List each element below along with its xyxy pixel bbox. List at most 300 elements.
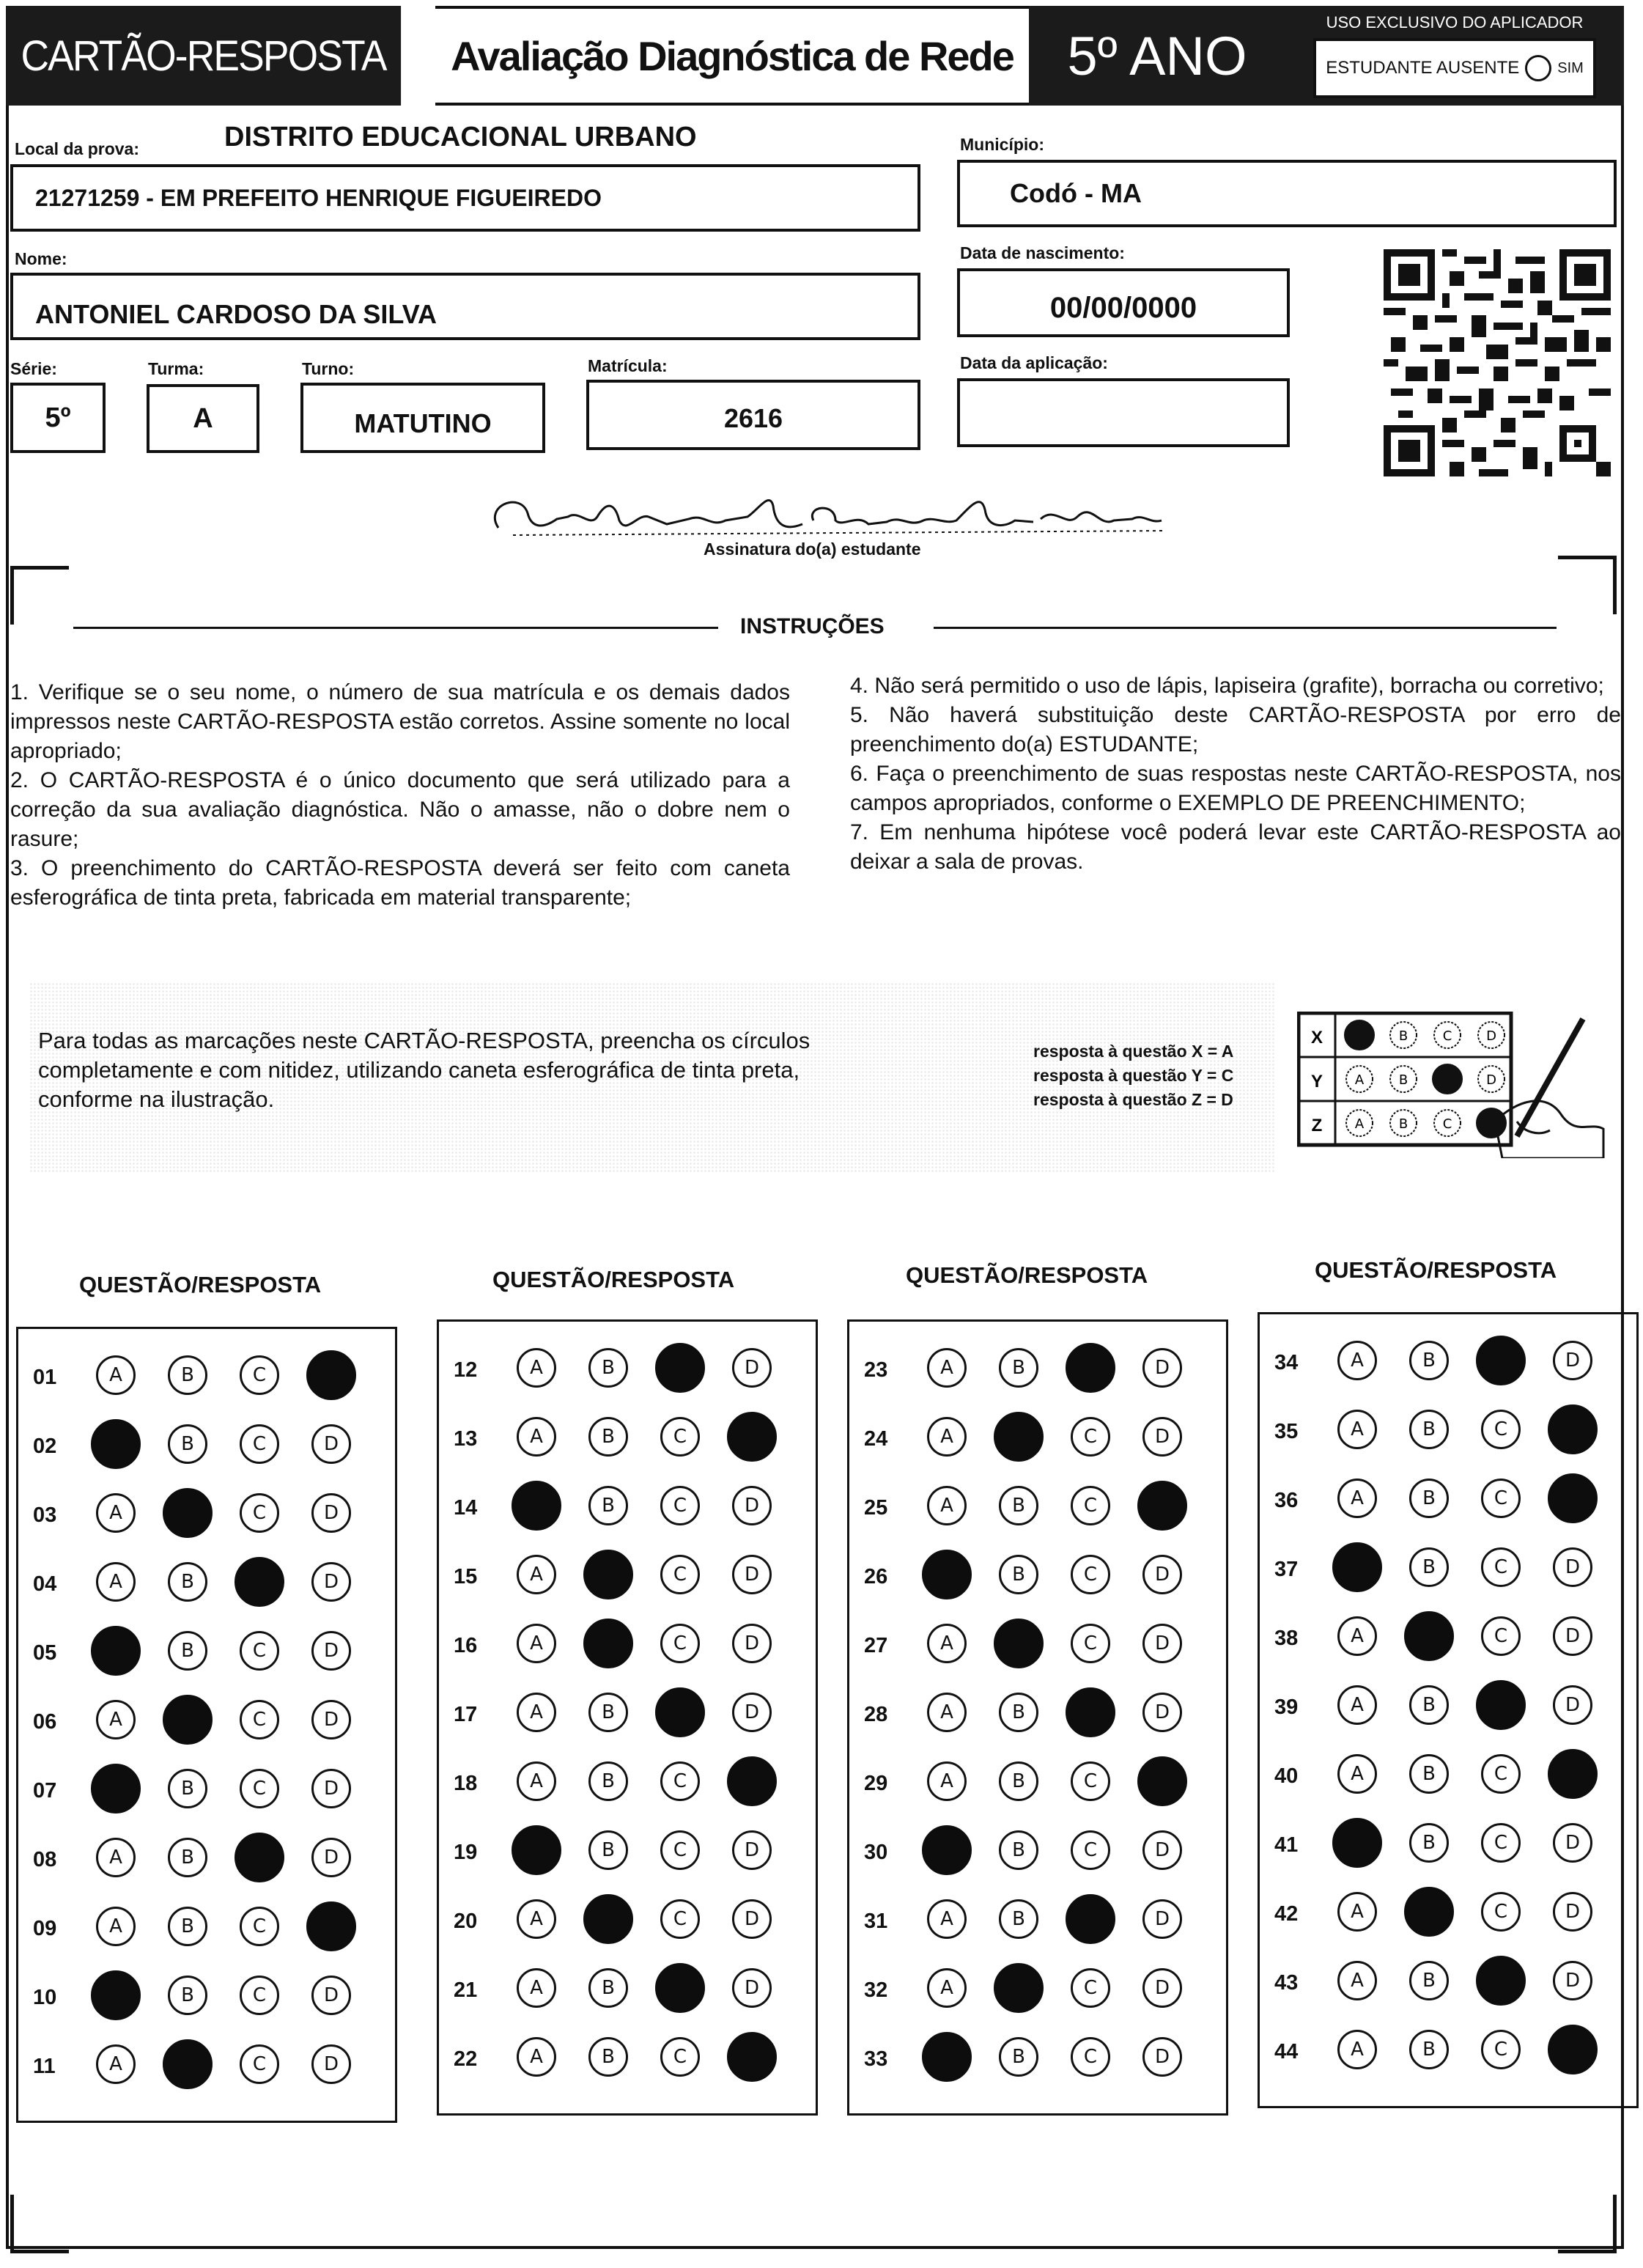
- answer-bubble-37-b[interactable]: B: [1409, 1547, 1449, 1587]
- answer-bubble-15-b[interactable]: [583, 1550, 633, 1599]
- exam-title: Avaliação Diagnóstica de Rede: [435, 6, 1029, 106]
- answer-bubble-15-a[interactable]: A: [517, 1555, 556, 1594]
- answer-bubble-18-b[interactable]: B: [588, 1761, 628, 1801]
- answer-bubble-06-d[interactable]: D: [311, 1700, 351, 1739]
- instruction-6: 6. Faça o preenchimento de suas respostas neste CARTÃO-RESPOSTA, nos campos apropriados, conforme o EXEMPLO DE PREENCHIMENTO;: [850, 762, 1621, 815]
- answer-bubble-36-d[interactable]: [1548, 1473, 1598, 1523]
- answer-bubble-09-b[interactable]: B: [168, 1907, 207, 1946]
- answer-bubble-29-d[interactable]: [1137, 1756, 1187, 1806]
- answer-bubble-31-b[interactable]: B: [999, 1899, 1038, 1939]
- question-row-16: [439, 1624, 816, 1668]
- example-line-x: resposta à questão X = A: [1033, 1042, 1234, 1061]
- question-row-20: [439, 1899, 816, 1943]
- question-number: 15: [454, 1565, 478, 1588]
- answer-bubble-01-c[interactable]: C: [240, 1355, 279, 1395]
- corner-mark-top-left: [10, 566, 69, 625]
- turno-label: Turno:: [302, 359, 355, 378]
- answer-bubble-11-a[interactable]: A: [96, 2044, 136, 2084]
- question-number: 18: [454, 1772, 478, 1795]
- answer-bubble-04-a[interactable]: A: [96, 1562, 136, 1602]
- question-row-23: [849, 1348, 1226, 1392]
- question-number: 14: [454, 1496, 478, 1520]
- answer-bubble-38-d[interactable]: D: [1553, 1616, 1592, 1656]
- answer-bubble-12-b[interactable]: B: [588, 1348, 628, 1388]
- example-bubble-z-d: [1477, 1108, 1506, 1138]
- answer-column-heading: QUESTÃO/RESPOSTA: [79, 1272, 322, 1297]
- answer-column-heading: QUESTÃO/RESPOSTA: [906, 1262, 1148, 1288]
- answer-bubble-33-d[interactable]: D: [1142, 2037, 1182, 2077]
- answer-bubble-25-a[interactable]: A: [927, 1486, 967, 1525]
- answer-bubble-32-d[interactable]: D: [1142, 1968, 1182, 2008]
- answer-bubble-23-d[interactable]: D: [1142, 1348, 1182, 1388]
- answer-bubble-41-a[interactable]: [1332, 1818, 1382, 1868]
- answer-bubble-20-b[interactable]: [583, 1894, 633, 1944]
- answer-bubble-42-a[interactable]: A: [1337, 1892, 1377, 1932]
- answer-bubble-44-b[interactable]: B: [1409, 2030, 1449, 2069]
- turno-field: MATUTINO: [300, 383, 545, 453]
- answer-bubble-38-b[interactable]: [1404, 1611, 1454, 1661]
- answer-bubble-37-a[interactable]: [1332, 1542, 1382, 1592]
- card-title: CARTÃO-RESPOSTA: [21, 32, 386, 80]
- answer-bubble-43-a[interactable]: A: [1337, 1961, 1377, 2000]
- answer-bubble-27-d[interactable]: D: [1142, 1624, 1182, 1663]
- answer-bubble-02-b[interactable]: B: [168, 1424, 207, 1464]
- instructions-rule-left: [73, 627, 718, 629]
- answer-bubble-20-d[interactable]: D: [732, 1899, 772, 1939]
- question-row-32: [849, 1968, 1226, 2012]
- answer-bubble-42-c[interactable]: C: [1481, 1892, 1521, 1932]
- example-bubble-y-c: [1433, 1064, 1462, 1094]
- question-number: 36: [1274, 1489, 1299, 1512]
- answer-bubble-03-b[interactable]: [163, 1488, 213, 1538]
- answer-bubble-38-c[interactable]: C: [1481, 1616, 1521, 1656]
- answer-bubble-36-c[interactable]: C: [1481, 1479, 1521, 1518]
- answer-bubble-27-b[interactable]: [994, 1619, 1044, 1668]
- answer-bubble-42-d[interactable]: D: [1553, 1892, 1592, 1932]
- answer-bubble-17-d[interactable]: D: [732, 1693, 772, 1732]
- answer-bubble-24-c[interactable]: C: [1071, 1417, 1110, 1457]
- answer-bubble-17-a[interactable]: A: [517, 1693, 556, 1732]
- answer-bubble-10-d[interactable]: D: [311, 1976, 351, 2015]
- answer-bubble-08-d[interactable]: D: [311, 1838, 351, 1877]
- answer-bubble-08-b[interactable]: B: [168, 1838, 207, 1877]
- answer-bubble-13-c[interactable]: C: [660, 1417, 700, 1457]
- answer-bubble-16-a[interactable]: A: [517, 1624, 556, 1663]
- answer-bubble-44-a[interactable]: A: [1337, 2030, 1377, 2069]
- question-row-37: [1260, 1547, 1636, 1591]
- answer-bubble-21-d[interactable]: D: [732, 1968, 772, 2008]
- question-row-39: [1260, 1685, 1636, 1729]
- answer-bubble-25-c[interactable]: C: [1071, 1486, 1110, 1525]
- answer-bubble-29-b[interactable]: B: [999, 1761, 1038, 1801]
- answer-bubble-10-b[interactable]: B: [168, 1976, 207, 2015]
- question-number: 38: [1274, 1627, 1299, 1650]
- question-number: 04: [33, 1572, 57, 1596]
- answer-bubble-14-a[interactable]: [512, 1481, 561, 1531]
- question-row-33: [849, 2037, 1226, 2081]
- signature-label: Assinatura do(a) estudante: [704, 540, 921, 559]
- answer-bubble-29-a[interactable]: A: [927, 1761, 967, 1801]
- answer-bubble-28-d[interactable]: D: [1142, 1693, 1182, 1732]
- answer-bubble-35-a[interactable]: A: [1337, 1410, 1377, 1449]
- answer-bubble-12-a[interactable]: A: [517, 1348, 556, 1388]
- grade-badge: 5º ANO: [1029, 6, 1285, 106]
- answer-bubble-04-c[interactable]: [235, 1557, 284, 1607]
- example-bubble-letter: A: [1354, 1072, 1365, 1088]
- answer-bubble-44-d[interactable]: [1548, 2025, 1598, 2074]
- answer-bubble-01-a[interactable]: A: [96, 1355, 136, 1395]
- answer-bubble-01-d[interactable]: [306, 1350, 356, 1400]
- absent-bubble[interactable]: [1525, 55, 1551, 81]
- local-label: Local da prova:: [15, 139, 139, 158]
- example-row-label-x: X: [1310, 1028, 1323, 1048]
- question-number: 10: [33, 1986, 57, 2009]
- answer-bubble-27-c[interactable]: C: [1071, 1624, 1110, 1663]
- turma-field: A: [147, 384, 259, 453]
- question-row-17: [439, 1693, 816, 1737]
- answer-bubble-24-a[interactable]: A: [927, 1417, 967, 1457]
- answer-bubble-10-a[interactable]: [91, 1970, 141, 2020]
- answer-bubble-06-a[interactable]: A: [96, 1700, 136, 1739]
- answer-bubble-21-a[interactable]: A: [517, 1968, 556, 2008]
- answer-bubble-26-a[interactable]: [922, 1550, 972, 1599]
- answer-bubble-19-a[interactable]: [512, 1825, 561, 1875]
- answer-bubble-22-a[interactable]: A: [517, 2037, 556, 2077]
- answer-bubble-31-d[interactable]: D: [1142, 1899, 1182, 1939]
- answer-bubble-04-b[interactable]: B: [168, 1562, 207, 1602]
- question-number: 07: [33, 1779, 57, 1803]
- question-row-21: [439, 1968, 816, 2012]
- question-number: 29: [864, 1772, 888, 1795]
- answer-bubble-12-c[interactable]: [655, 1343, 705, 1393]
- answer-bubble-01-b[interactable]: B: [168, 1355, 207, 1395]
- question-number: 44: [1274, 2040, 1299, 2063]
- answer-bubble-18-a[interactable]: A: [517, 1761, 556, 1801]
- question-row-09: [18, 1907, 395, 1951]
- answer-bubble-31-c[interactable]: [1066, 1894, 1115, 1944]
- answer-bubble-14-c[interactable]: C: [660, 1486, 700, 1525]
- answer-bubble-14-d[interactable]: D: [732, 1486, 772, 1525]
- answer-bubble-26-b[interactable]: B: [999, 1555, 1038, 1594]
- answer-bubble-11-b[interactable]: [163, 2039, 213, 2089]
- example-bubble-letter: A: [1354, 1116, 1365, 1132]
- answer-bubble-42-b[interactable]: [1404, 1887, 1454, 1937]
- answer-bubble-06-c[interactable]: C: [240, 1700, 279, 1739]
- answer-bubble-17-c[interactable]: [655, 1687, 705, 1737]
- answer-bubble-39-a[interactable]: A: [1337, 1685, 1377, 1725]
- question-row-25: [849, 1486, 1226, 1530]
- example-bubble-letter: B: [1398, 1116, 1408, 1132]
- school-field: 21271259 - EM PREFEITO HENRIQUE FIGUEIREDO: [10, 164, 920, 232]
- question-row-18: [439, 1761, 816, 1805]
- answer-bubble-19-c[interactable]: C: [660, 1830, 700, 1870]
- answer-bubble-34-b[interactable]: B: [1409, 1341, 1449, 1380]
- answer-bubble-41-d[interactable]: D: [1553, 1823, 1592, 1863]
- absent-option: SIM: [1557, 59, 1584, 76]
- answer-bubble-08-a[interactable]: A: [96, 1838, 136, 1877]
- answer-bubble-30-a[interactable]: [922, 1825, 972, 1875]
- card-title-banner: [6, 6, 401, 106]
- question-row-14: [439, 1486, 816, 1530]
- example-line-z: resposta à questão Z = D: [1033, 1090, 1233, 1109]
- question-row-10: [18, 1976, 395, 2020]
- answer-bubble-11-c[interactable]: C: [240, 2044, 279, 2084]
- answer-bubble-02-c[interactable]: C: [240, 1424, 279, 1464]
- answer-bubble-15-c[interactable]: C: [660, 1555, 700, 1594]
- instruction-3: 3. O preenchimento do CARTÃO-RESPOSTA deverá ser feito com caneta esferográfica de tinta preta, fabricada em material transparente;: [10, 856, 790, 910]
- answer-bubble-32-a[interactable]: A: [927, 1968, 967, 2008]
- example-bubble-letter: D: [1486, 1072, 1496, 1088]
- question-number: 22: [454, 2047, 478, 2071]
- question-row-27: [849, 1624, 1226, 1668]
- answer-bubble-39-c[interactable]: [1476, 1680, 1526, 1730]
- answer-bubble-22-c[interactable]: C: [660, 2037, 700, 2077]
- question-number: 41: [1274, 1833, 1299, 1857]
- answer-bubble-35-b[interactable]: B: [1409, 1410, 1449, 1449]
- answer-bubble-19-b[interactable]: B: [588, 1830, 628, 1870]
- answer-bubble-05-c[interactable]: C: [240, 1631, 279, 1671]
- answer-bubble-18-d[interactable]: [727, 1756, 777, 1806]
- answer-bubble-41-c[interactable]: C: [1481, 1823, 1521, 1863]
- question-number: 25: [864, 1496, 888, 1520]
- answer-bubble-36-b[interactable]: B: [1409, 1479, 1449, 1518]
- answer-bubble-23-a[interactable]: A: [927, 1348, 967, 1388]
- answer-bubble-07-a[interactable]: [91, 1764, 141, 1814]
- answer-bubble-25-b[interactable]: B: [999, 1486, 1038, 1525]
- answer-bubble-37-d[interactable]: D: [1553, 1547, 1592, 1587]
- answer-bubble-32-c[interactable]: C: [1071, 1968, 1110, 2008]
- answer-bubble-27-a[interactable]: A: [927, 1624, 967, 1663]
- answer-bubble-16-c[interactable]: C: [660, 1624, 700, 1663]
- question-number: 09: [33, 1917, 57, 1940]
- answer-bubble-13-a[interactable]: A: [517, 1417, 556, 1457]
- example-bubble-letter: C: [1442, 1116, 1452, 1132]
- answer-bubble-28-a[interactable]: A: [927, 1693, 967, 1732]
- answer-bubble-02-a[interactable]: [91, 1419, 141, 1469]
- question-number: 23: [864, 1358, 888, 1382]
- question-number: 21: [454, 1978, 478, 2002]
- answer-bubble-05-d[interactable]: D: [311, 1631, 351, 1671]
- applicator-title: USO EXCLUSIVO DO APLICADOR: [1326, 13, 1584, 32]
- answer-bubble-28-b[interactable]: B: [999, 1693, 1038, 1732]
- question-number: 40: [1274, 1764, 1299, 1788]
- answer-column-heading: QUESTÃO/RESPOSTA: [492, 1267, 735, 1292]
- answer-bubble-28-c[interactable]: [1066, 1687, 1115, 1737]
- answer-bubble-30-d[interactable]: D: [1142, 1830, 1182, 1870]
- question-number: 03: [33, 1503, 57, 1527]
- answer-bubble-34-c[interactable]: [1476, 1336, 1526, 1385]
- municipio-field: Codó - MA: [957, 160, 1617, 227]
- answer-bubble-04-d[interactable]: D: [311, 1562, 351, 1602]
- answer-bubble-11-d[interactable]: D: [311, 2044, 351, 2084]
- question-number: 39: [1274, 1696, 1299, 1719]
- absent-field: [1313, 38, 1596, 98]
- answer-bubble-21-c[interactable]: [655, 1963, 705, 2013]
- answer-bubble-09-c[interactable]: C: [240, 1907, 279, 1946]
- answer-bubble-26-d[interactable]: D: [1142, 1555, 1182, 1594]
- aplicacao-field: [957, 378, 1290, 447]
- answer-bubble-30-b[interactable]: B: [999, 1830, 1038, 1870]
- answer-bubble-17-b[interactable]: B: [588, 1693, 628, 1732]
- answer-bubble-24-b[interactable]: [994, 1412, 1044, 1462]
- answer-bubble-25-d[interactable]: [1137, 1481, 1187, 1531]
- answer-panel: [16, 1327, 397, 2123]
- instructions-title: INSTRUÇÕES: [740, 614, 885, 638]
- answer-bubble-24-d[interactable]: D: [1142, 1417, 1182, 1457]
- serie-label: Série:: [10, 359, 57, 378]
- answer-bubble-43-c[interactable]: [1476, 1956, 1526, 2006]
- answer-bubble-23-c[interactable]: [1066, 1343, 1115, 1393]
- answer-bubble-12-d[interactable]: D: [732, 1348, 772, 1388]
- instruction-1: 1. Verifique se o seu nome, o número de sua matrícula e os demais dados impressos neste CARTÃO-RESPOSTA estão corretos. Assine somente no local apropriado;: [10, 680, 790, 763]
- corner-mark-bottom-left: [10, 2195, 69, 2253]
- answer-bubble-21-b[interactable]: B: [588, 1968, 628, 2008]
- example-line-y: resposta à questão Y = C: [1033, 1066, 1234, 1085]
- municipio-label: Município:: [960, 135, 1044, 154]
- question-number: 42: [1274, 1902, 1299, 1926]
- answer-bubble-07-b[interactable]: B: [168, 1769, 207, 1808]
- answer-bubble-03-a[interactable]: A: [96, 1493, 136, 1533]
- answer-bubble-03-d[interactable]: D: [311, 1493, 351, 1533]
- answer-bubble-33-b[interactable]: B: [999, 2037, 1038, 2077]
- fill-example-illustration: [1297, 1012, 1605, 1158]
- answer-bubble-31-a[interactable]: A: [927, 1899, 967, 1939]
- turma-label: Turma:: [148, 359, 204, 378]
- matricula-label: Matrícula:: [588, 356, 668, 375]
- answer-panel: [847, 1319, 1228, 2116]
- instruction-4: 4. Não será permitido o uso de lápis, lapiseira (grafite), borracha ou corretivo;: [850, 674, 1604, 698]
- question-row-02: [18, 1424, 395, 1468]
- question-number: 16: [454, 1634, 478, 1657]
- question-row-29: [849, 1761, 1226, 1805]
- answer-bubble-30-c[interactable]: C: [1071, 1830, 1110, 1870]
- question-row-19: [439, 1830, 816, 1874]
- answer-bubble-29-c[interactable]: C: [1071, 1761, 1110, 1801]
- matricula-field: 2616: [586, 380, 920, 450]
- answer-bubble-15-d[interactable]: D: [732, 1555, 772, 1594]
- answer-bubble-09-d[interactable]: [306, 1901, 356, 1951]
- question-row-08: [18, 1838, 395, 1882]
- answer-bubble-13-d[interactable]: [727, 1412, 777, 1462]
- question-number: 19: [454, 1841, 478, 1864]
- answer-bubble-38-a[interactable]: A: [1337, 1616, 1377, 1656]
- answer-bubble-02-d[interactable]: D: [311, 1424, 351, 1464]
- answer-bubble-10-c[interactable]: C: [240, 1976, 279, 2015]
- answer-bubble-05-b[interactable]: B: [168, 1631, 207, 1671]
- example-legend: [1033, 1039, 1233, 1112]
- question-number: 11: [33, 2055, 56, 2078]
- absent-label: ESTUDANTE AUSENTE: [1326, 58, 1520, 78]
- answer-bubble-20-a[interactable]: A: [517, 1899, 556, 1939]
- answer-bubble-35-d[interactable]: [1548, 1404, 1598, 1454]
- answer-bubble-08-c[interactable]: [235, 1833, 284, 1882]
- answer-bubble-43-b[interactable]: B: [1409, 1961, 1449, 2000]
- corner-mark-bottom-right: [1558, 2195, 1617, 2253]
- instruction-2: 2. O CARTÃO-RESPOSTA é o único documento que será utilizado para a correção da sua avaliação diagnóstica. Não o amasse, não o dobre nem o rasure;: [10, 768, 790, 851]
- answer-bubble-03-c[interactable]: C: [240, 1493, 279, 1533]
- question-row-26: [849, 1555, 1226, 1599]
- answer-bubble-40-d[interactable]: [1548, 1749, 1598, 1799]
- fill-instruction: Para todas as marcações neste CARTÃO-RESPOSTA, preencha os círculos completamente e com nitidez, utilizando caneta esferográfica de tinta preta, conforme na ilustração.: [38, 1028, 811, 1112]
- instructions-right: [850, 671, 1621, 877]
- answer-bubble-36-a[interactable]: A: [1337, 1479, 1377, 1518]
- answer-bubble-06-b[interactable]: [163, 1695, 213, 1745]
- instructions-left: [10, 678, 790, 913]
- question-number: 06: [33, 1710, 57, 1734]
- question-number: 08: [33, 1848, 57, 1871]
- answer-bubble-22-d[interactable]: [727, 2032, 777, 2082]
- question-number: 28: [864, 1703, 888, 1726]
- answer-bubble-26-c[interactable]: C: [1071, 1555, 1110, 1594]
- question-number: 30: [864, 1841, 888, 1864]
- example-bubble-letter: D: [1486, 1028, 1496, 1044]
- qr-code: [1384, 246, 1611, 479]
- nascimento-label: Data de nascimento:: [960, 243, 1125, 262]
- answer-bubble-44-c[interactable]: C: [1481, 2030, 1521, 2069]
- answer-bubble-23-b[interactable]: B: [999, 1348, 1038, 1388]
- answer-bubble-39-b[interactable]: B: [1409, 1685, 1449, 1725]
- question-row-38: [1260, 1616, 1636, 1660]
- aplicacao-label: Data da aplicação:: [960, 353, 1108, 372]
- answer-bubble-07-c[interactable]: C: [240, 1769, 279, 1808]
- question-number: 31: [864, 1910, 888, 1933]
- answer-bubble-35-c[interactable]: C: [1481, 1410, 1521, 1449]
- answer-bubble-20-c[interactable]: C: [660, 1899, 700, 1939]
- nome-field: ANTONIEL CARDOSO DA SILVA: [10, 273, 920, 340]
- answer-bubble-40-b[interactable]: B: [1409, 1754, 1449, 1794]
- answer-bubble-40-c[interactable]: C: [1481, 1754, 1521, 1794]
- answer-bubble-18-c[interactable]: C: [660, 1761, 700, 1801]
- question-row-05: [18, 1631, 395, 1675]
- answer-bubble-33-c[interactable]: C: [1071, 2037, 1110, 2077]
- answer-bubble-07-d[interactable]: D: [311, 1769, 351, 1808]
- answer-bubble-34-a[interactable]: A: [1337, 1341, 1377, 1380]
- answer-bubble-13-b[interactable]: B: [588, 1417, 628, 1457]
- question-number: 12: [454, 1358, 478, 1382]
- corner-mark-top-right: [1558, 556, 1617, 614]
- answer-bubble-41-b[interactable]: B: [1409, 1823, 1449, 1863]
- answer-bubble-19-d[interactable]: D: [732, 1830, 772, 1870]
- question-number: 35: [1274, 1420, 1299, 1443]
- answer-bubble-43-d[interactable]: D: [1553, 1961, 1592, 2000]
- answer-bubble-16-d[interactable]: D: [732, 1624, 772, 1663]
- example-row-label-z: Z: [1311, 1116, 1323, 1135]
- answer-bubble-34-d[interactable]: D: [1553, 1341, 1592, 1380]
- answer-bubble-39-d[interactable]: D: [1553, 1685, 1592, 1725]
- question-number: 43: [1274, 1971, 1299, 1995]
- question-number: 27: [864, 1634, 888, 1657]
- answer-bubble-16-b[interactable]: [583, 1619, 633, 1668]
- question-number: 01: [33, 1366, 57, 1389]
- question-row-43: [1260, 1961, 1636, 2005]
- answer-bubble-09-a[interactable]: A: [96, 1907, 136, 1946]
- answer-bubble-05-a[interactable]: [91, 1626, 141, 1676]
- question-number: 26: [864, 1565, 888, 1588]
- answer-bubble-40-a[interactable]: A: [1337, 1754, 1377, 1794]
- question-row-04: [18, 1562, 395, 1606]
- answer-bubble-14-b[interactable]: B: [588, 1486, 628, 1525]
- question-row-12: [439, 1348, 816, 1392]
- example-bubble-x-a: [1345, 1020, 1374, 1050]
- example-bubble-letter: C: [1442, 1028, 1452, 1044]
- answer-bubble-32-b[interactable]: [994, 1963, 1044, 2013]
- answer-bubble-22-b[interactable]: B: [588, 2037, 628, 2077]
- example-bubble-letter: B: [1398, 1072, 1408, 1088]
- answer-bubble-33-a[interactable]: [922, 2032, 972, 2082]
- answer-bubble-37-c[interactable]: C: [1481, 1547, 1521, 1587]
- serie-field: 5º: [10, 383, 106, 453]
- question-number: 33: [864, 2047, 888, 2071]
